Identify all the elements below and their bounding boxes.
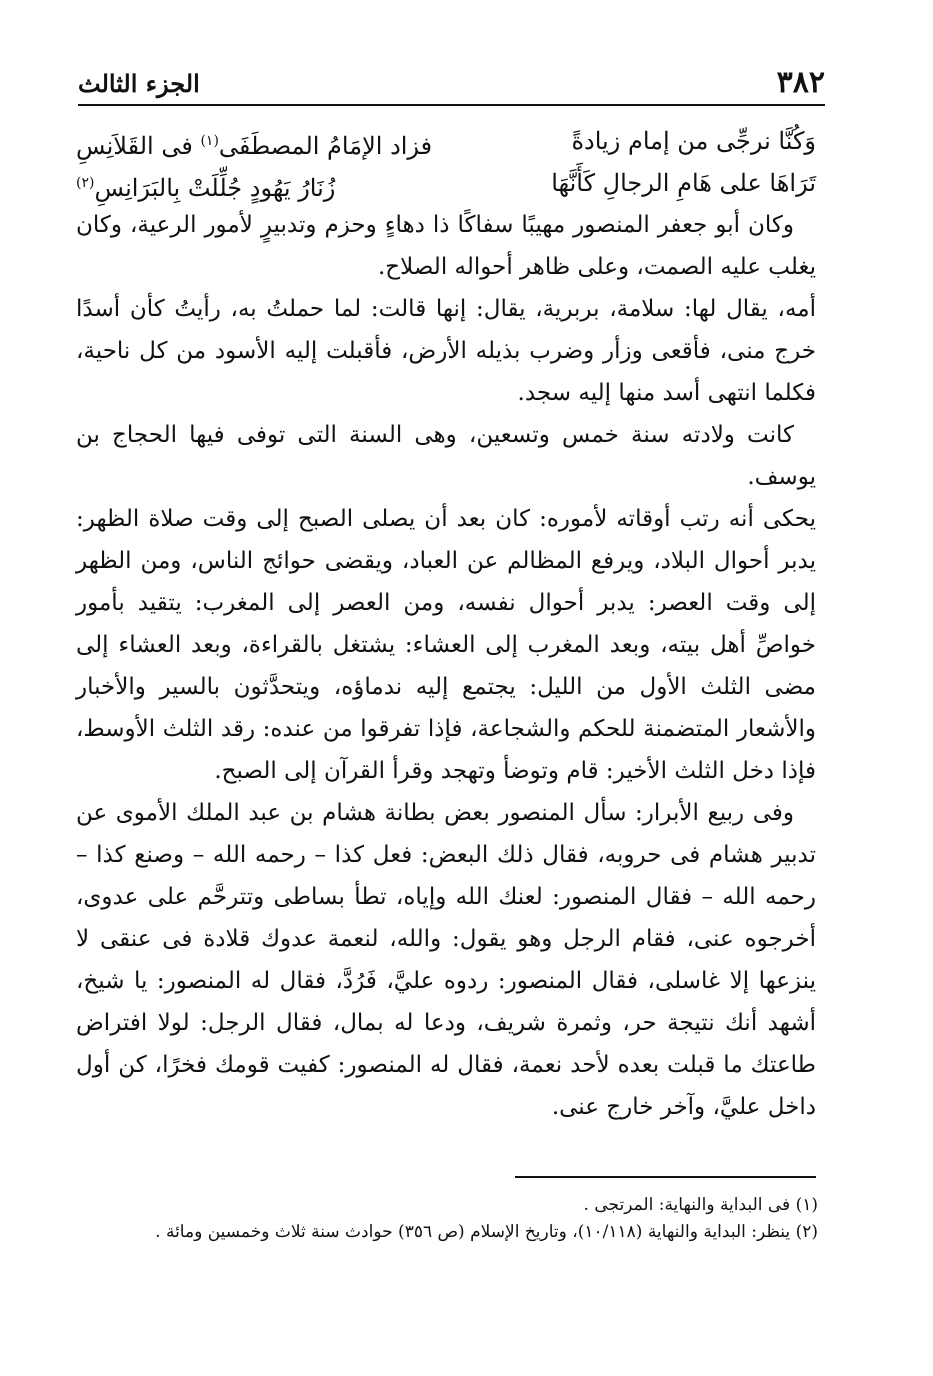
footnote-divider bbox=[515, 1176, 816, 1178]
page-header bbox=[78, 58, 825, 106]
footnote: (١) فى البداية والنهاية: المرتجى . bbox=[583, 1195, 818, 1215]
main-text bbox=[76, 120, 816, 1128]
footnote-ref[interactable]: (٢) bbox=[76, 175, 95, 191]
poem-verse bbox=[76, 162, 816, 204]
paragraph: وفى ربيع الأبرار: سأل المنصور بعض بطانة هشام بن عبد الملك الأموى عن تدبير هشام فى حروبه، فقال ذلك البعض: فعل كذا – رحمه الله – وصنع كذا – رحمه الله – فقال المنصور: لعنك الله وإياه، تطأ بساطى وتترحَّم على عدوى، أخرجوه عنى، فقام الرجل وهو يقول: والله، لنعمة عدوك قلادة فى عنقى لا ينزعها إلا غاسلى، فقال المنصور: ردوه عليَّ، فَرُدَّ، فقال له المنصور: يا شيخ، أشهد أنك نتيجة حر، وثمرة شريف، ودعا له بمال، فقال الرجل: لولا افتراض طاعتك ما قبلت بعده لأحد نعمة، فقال له المنصور: كفيت قومك فخرًا، كن أول داخل عليَّ، وآخر خارج عنى. bbox=[76, 800, 816, 1120]
footnote-ref[interactable]: (١) bbox=[200, 133, 219, 149]
verse-second-hemistich: زُنَارُ يَهُودٍ جُلِّلَتْ بِالبَرَانِسِ$^{(٢)}$ bbox=[76, 174, 336, 202]
verse-first-hemistich: تَرَاهَا على هَامِ الرجالِ كَأَنَّهَا bbox=[551, 169, 816, 197]
paragraph: كانت ولادته سنة خمس وتسعين، وهى السنة التى توفى فيها الحجاج بن يوسف. bbox=[76, 422, 816, 490]
footnotes bbox=[76, 1192, 818, 1246]
paragraph: أمه، يقال لها: سلامة، بربرية، يقال: إنها قالت: لما حملتُ به، رأيتُ كأن أسدًا خرج منى، فأقعى وزأر وضرب بذيله الأرض، فأقبلت إليه الأسود من كل ناحية، فكلما انتهى أسد منها إليه سجد. bbox=[76, 296, 816, 406]
paragraph: وكان أبو جعفر المنصور مهيبًا سفاكًا ذا دهاءٍ وحزم وتدبيرٍ لأمور الرعية، وكان يغلب عليه الصمت، وعلى ظاهر أحواله الصلاح. bbox=[76, 212, 816, 280]
footnote: (٢) ينظر: البداية والنهاية (١٠/١١٨)، وتاريخ الإسلام (ص ٣٥٦) حوادث سنة ثلاث وخمسين ومائة . bbox=[155, 1222, 818, 1242]
page-number: ٣٨٢ bbox=[776, 65, 825, 100]
verse-first-hemistich: وَكُنَّا نرجِّى من إمام زيادةً bbox=[571, 127, 816, 155]
verse-second-hemistich: فزاد الإمَامُ المصطَفَى$^{(١)}$ فى القَلاَنِسِ bbox=[76, 132, 433, 160]
running-head: الجزء الثالث bbox=[78, 69, 200, 98]
paragraph: يحكى أنه رتب أوقاته لأموره: كان بعد أن يصلى الصبح إلى وقت صلاة الظهر: يدبر أحوال البلاد، ويرفع المظالم عن العباد، ويقضى حوائج الناس، ومن الظهر إلى وقت العصر: يدبر أحوال نفسه، ومن العصر إلى المغرب: يتقيد بأمور خواصِّ أهل بيته، وبعد المغرب إلى العشاء: يشتغل بالقراءة، وبعد العشاء إلى مضى الثلث الأول من الليل: يجتمع إليه ندماؤه، ويتحدَّثون بالسير والأخبار والأشعار المتضمنة للحكم والشجاعة، فإذا تفرقوا من عنده: رقد الثلث الأوسط، فإذا دخل الثلث الأخير: قام وتوضأ وتهجد وقرأ القرآن إلى الصبح. bbox=[76, 506, 816, 784]
poem-verse bbox=[76, 120, 816, 162]
